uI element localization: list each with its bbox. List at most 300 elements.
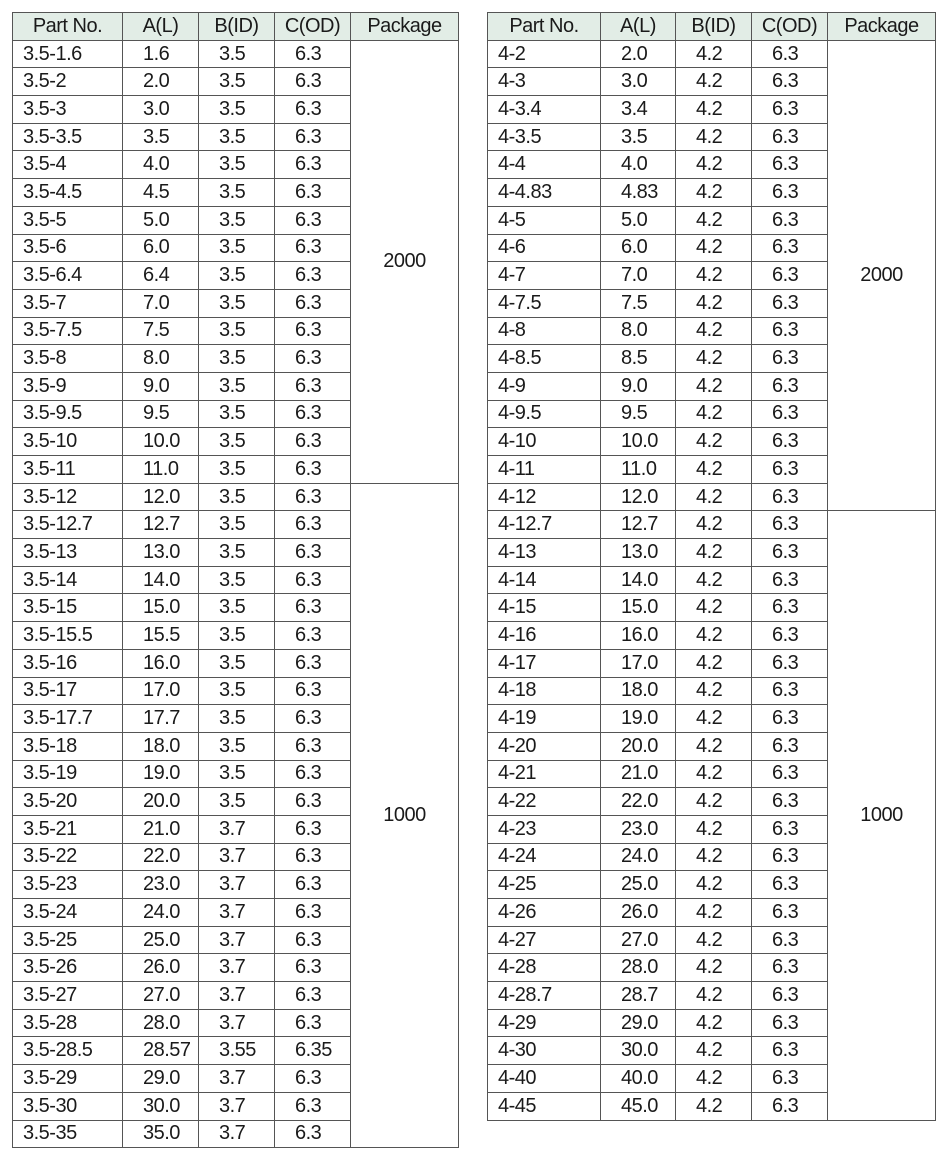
inner-diameter-cell: 4.2 [676, 566, 752, 594]
length-cell: 27.0 [123, 982, 199, 1010]
inner-diameter-cell: 4.2 [676, 843, 752, 871]
part-number-cell: 4-17 [488, 649, 601, 677]
length-cell: 26.0 [601, 899, 676, 927]
part-number-cell: 3.5-14 [13, 566, 123, 594]
inner-diameter-cell: 3.5 [199, 96, 275, 124]
inner-diameter-cell: 4.2 [676, 123, 752, 151]
outer-diameter-cell: 6.3 [752, 871, 828, 899]
inner-diameter-cell: 3.55 [199, 1037, 275, 1065]
header-outer-diameter: C(OD) [752, 13, 828, 41]
outer-diameter-cell: 6.3 [752, 677, 828, 705]
part-number-cell: 3.5-21 [13, 815, 123, 843]
inner-diameter-cell: 3.5 [199, 123, 275, 151]
part-number-cell: 3.5-13 [13, 539, 123, 567]
header-part-no: Part No. [13, 13, 123, 41]
inner-diameter-cell: 4.2 [676, 1037, 752, 1065]
outer-diameter-cell: 6.3 [275, 622, 351, 650]
outer-diameter-cell: 6.3 [752, 622, 828, 650]
inner-diameter-cell: 3.5 [199, 539, 275, 567]
part-number-cell: 4-7 [488, 262, 601, 290]
length-cell: 22.0 [601, 788, 676, 816]
outer-diameter-cell: 6.3 [752, 1065, 828, 1093]
inner-diameter-cell: 4.2 [676, 1065, 752, 1093]
inner-diameter-cell: 4.2 [676, 345, 752, 373]
package-quantity-cell: 1000 [351, 483, 459, 1148]
inner-diameter-cell: 3.5 [199, 317, 275, 345]
length-cell: 7.5 [123, 317, 199, 345]
outer-diameter-cell: 6.3 [752, 400, 828, 428]
part-number-cell: 3.5-4 [13, 151, 123, 179]
length-cell: 3.0 [123, 96, 199, 124]
outer-diameter-cell: 6.3 [752, 151, 828, 179]
length-cell: 28.57 [123, 1037, 199, 1065]
length-cell: 21.0 [601, 760, 676, 788]
inner-diameter-cell: 4.2 [676, 151, 752, 179]
outer-diameter-cell: 6.3 [752, 899, 828, 927]
length-cell: 3.5 [601, 123, 676, 151]
length-cell: 40.0 [601, 1065, 676, 1093]
outer-diameter-cell: 6.3 [752, 179, 828, 207]
inner-diameter-cell: 4.2 [676, 317, 752, 345]
part-number-cell: 4-9.5 [488, 400, 601, 428]
inner-diameter-cell: 4.2 [676, 539, 752, 567]
outer-diameter-cell: 6.3 [752, 428, 828, 456]
part-number-cell: 4-11 [488, 456, 601, 484]
inner-diameter-cell: 4.2 [676, 899, 752, 927]
inner-diameter-cell: 4.2 [676, 511, 752, 539]
package-quantity-cell: 2000 [351, 40, 459, 483]
part-number-cell: 3.5-6.4 [13, 262, 123, 290]
inner-diameter-cell: 3.7 [199, 843, 275, 871]
part-number-cell: 4-3.4 [488, 96, 601, 124]
length-cell: 15.0 [601, 594, 676, 622]
outer-diameter-cell: 6.3 [752, 954, 828, 982]
length-cell: 17.0 [601, 649, 676, 677]
length-cell: 9.0 [123, 372, 199, 400]
part-number-cell: 4-19 [488, 705, 601, 733]
right-table-body [488, 40, 936, 1120]
part-number-cell: 3.5-7.5 [13, 317, 123, 345]
inner-diameter-cell: 3.5 [199, 206, 275, 234]
length-cell: 3.5 [123, 123, 199, 151]
part-number-cell: 3.5-23 [13, 871, 123, 899]
length-cell: 45.0 [601, 1092, 676, 1120]
inner-diameter-cell: 4.2 [676, 954, 752, 982]
length-cell: 7.5 [601, 289, 676, 317]
inner-diameter-cell: 3.5 [199, 649, 275, 677]
outer-diameter-cell: 6.3 [752, 705, 828, 733]
length-cell: 6.4 [123, 262, 199, 290]
part-number-cell: 3.5-17.7 [13, 705, 123, 733]
length-cell: 15.5 [123, 622, 199, 650]
length-cell: 28.0 [123, 1009, 199, 1037]
length-cell: 20.0 [123, 788, 199, 816]
outer-diameter-cell: 6.3 [752, 539, 828, 567]
part-number-cell: 3.5-10 [13, 428, 123, 456]
part-number-cell: 3.5-27 [13, 982, 123, 1010]
outer-diameter-cell: 6.3 [275, 677, 351, 705]
outer-diameter-cell: 6.3 [275, 289, 351, 317]
part-number-cell: 3.5-25 [13, 926, 123, 954]
length-cell: 28.7 [601, 982, 676, 1010]
inner-diameter-cell: 3.7 [199, 982, 275, 1010]
inner-diameter-cell: 3.5 [199, 511, 275, 539]
inner-diameter-cell: 3.5 [199, 428, 275, 456]
inner-diameter-cell: 3.7 [199, 1009, 275, 1037]
part-number-cell: 4-6 [488, 234, 601, 262]
length-cell: 10.0 [601, 428, 676, 456]
part-number-cell: 3.5-6 [13, 234, 123, 262]
part-number-cell: 4-13 [488, 539, 601, 567]
part-number-cell: 3.5-28 [13, 1009, 123, 1037]
outer-diameter-cell: 6.3 [752, 206, 828, 234]
length-cell: 9.5 [123, 400, 199, 428]
part-number-cell: 4-16 [488, 622, 601, 650]
outer-diameter-cell: 6.3 [275, 262, 351, 290]
length-cell: 7.0 [601, 262, 676, 290]
outer-diameter-cell: 6.3 [275, 760, 351, 788]
length-cell: 35.0 [123, 1120, 199, 1148]
inner-diameter-cell: 4.2 [676, 234, 752, 262]
part-number-cell: 4-5 [488, 206, 601, 234]
length-cell: 25.0 [601, 871, 676, 899]
outer-diameter-cell: 6.3 [752, 594, 828, 622]
part-number-cell: 4-40 [488, 1065, 601, 1093]
inner-diameter-cell: 3.5 [199, 289, 275, 317]
table-row [488, 511, 936, 539]
part-number-cell: 3.5-15 [13, 594, 123, 622]
length-cell: 6.0 [601, 234, 676, 262]
outer-diameter-cell: 6.3 [275, 1009, 351, 1037]
part-number-cell: 4-27 [488, 926, 601, 954]
outer-diameter-cell: 6.3 [275, 732, 351, 760]
length-cell: 24.0 [601, 843, 676, 871]
outer-diameter-cell: 6.3 [275, 179, 351, 207]
part-number-cell: 3.5-3.5 [13, 123, 123, 151]
length-cell: 12.0 [123, 483, 199, 511]
length-cell: 8.0 [123, 345, 199, 373]
part-number-cell: 3.5-7 [13, 289, 123, 317]
left-header-row [13, 13, 459, 41]
part-number-cell: 3.5-26 [13, 954, 123, 982]
length-cell: 22.0 [123, 843, 199, 871]
length-cell: 2.0 [601, 40, 676, 68]
part-number-cell: 3.5-22 [13, 843, 123, 871]
outer-diameter-cell: 6.3 [275, 511, 351, 539]
part-number-cell: 4-12 [488, 483, 601, 511]
outer-diameter-cell: 6.3 [275, 151, 351, 179]
inner-diameter-cell: 3.7 [199, 871, 275, 899]
outer-diameter-cell: 6.3 [752, 289, 828, 317]
inner-diameter-cell: 4.2 [676, 760, 752, 788]
length-cell: 12.7 [123, 511, 199, 539]
length-cell: 30.0 [601, 1037, 676, 1065]
part-number-cell: 4-4 [488, 151, 601, 179]
length-cell: 4.0 [123, 151, 199, 179]
header-length: A(L) [123, 13, 199, 41]
inner-diameter-cell: 4.2 [676, 732, 752, 760]
part-number-cell: 4-18 [488, 677, 601, 705]
part-number-cell: 3.5-8 [13, 345, 123, 373]
outer-diameter-cell: 6.3 [275, 954, 351, 982]
part-number-cell: 3.5-19 [13, 760, 123, 788]
part-number-cell: 4-29 [488, 1009, 601, 1037]
header-part-no: Part No. [488, 13, 601, 41]
outer-diameter-cell: 6.3 [752, 815, 828, 843]
inner-diameter-cell: 3.5 [199, 732, 275, 760]
length-cell: 29.0 [601, 1009, 676, 1037]
part-number-cell: 4-45 [488, 1092, 601, 1120]
length-cell: 4.0 [601, 151, 676, 179]
part-number-cell: 4-28 [488, 954, 601, 982]
length-cell: 2.0 [123, 68, 199, 96]
length-cell: 20.0 [601, 732, 676, 760]
outer-diameter-cell: 6.3 [752, 372, 828, 400]
inner-diameter-cell: 3.5 [199, 345, 275, 373]
inner-diameter-cell: 4.2 [676, 622, 752, 650]
outer-diameter-cell: 6.3 [275, 788, 351, 816]
inner-diameter-cell: 4.2 [676, 926, 752, 954]
length-cell: 19.0 [601, 705, 676, 733]
inner-diameter-cell: 4.2 [676, 372, 752, 400]
outer-diameter-cell: 6.3 [752, 234, 828, 262]
outer-diameter-cell: 6.3 [275, 982, 351, 1010]
inner-diameter-cell: 4.2 [676, 483, 752, 511]
inner-diameter-cell: 3.7 [199, 1120, 275, 1148]
outer-diameter-cell: 6.3 [752, 649, 828, 677]
part-number-cell: 3.5-4.5 [13, 179, 123, 207]
inner-diameter-cell: 4.2 [676, 788, 752, 816]
length-cell: 28.0 [601, 954, 676, 982]
outer-diameter-cell: 6.3 [275, 96, 351, 124]
length-cell: 4.5 [123, 179, 199, 207]
part-number-cell: 4-7.5 [488, 289, 601, 317]
part-number-cell: 3.5-35 [13, 1120, 123, 1148]
outer-diameter-cell: 6.3 [275, 1120, 351, 1148]
outer-diameter-cell: 6.3 [752, 843, 828, 871]
table-row [488, 40, 936, 68]
part-number-cell: 3.5-20 [13, 788, 123, 816]
length-cell: 8.0 [601, 317, 676, 345]
part-number-cell: 4-20 [488, 732, 601, 760]
inner-diameter-cell: 4.2 [676, 179, 752, 207]
length-cell: 3.0 [601, 68, 676, 96]
left-spec-table [12, 12, 459, 1148]
outer-diameter-cell: 6.3 [275, 899, 351, 927]
length-cell: 17.0 [123, 677, 199, 705]
outer-diameter-cell: 6.3 [275, 594, 351, 622]
length-cell: 8.5 [601, 345, 676, 373]
part-number-cell: 4-15 [488, 594, 601, 622]
inner-diameter-cell: 4.2 [676, 677, 752, 705]
outer-diameter-cell: 6.3 [752, 40, 828, 68]
inner-diameter-cell: 3.5 [199, 262, 275, 290]
length-cell: 17.7 [123, 705, 199, 733]
inner-diameter-cell: 4.2 [676, 982, 752, 1010]
outer-diameter-cell: 6.3 [275, 705, 351, 733]
outer-diameter-cell: 6.3 [275, 400, 351, 428]
part-number-cell: 3.5-1.6 [13, 40, 123, 68]
inner-diameter-cell: 4.2 [676, 289, 752, 317]
header-length: A(L) [601, 13, 676, 41]
outer-diameter-cell: 6.3 [752, 96, 828, 124]
inner-diameter-cell: 4.2 [676, 705, 752, 733]
inner-diameter-cell: 4.2 [676, 40, 752, 68]
length-cell: 18.0 [601, 677, 676, 705]
inner-diameter-cell: 3.7 [199, 1065, 275, 1093]
part-number-cell: 4-9 [488, 372, 601, 400]
left-table-body [13, 40, 459, 1148]
part-number-cell: 3.5-5 [13, 206, 123, 234]
length-cell: 12.0 [601, 483, 676, 511]
inner-diameter-cell: 3.5 [199, 372, 275, 400]
inner-diameter-cell: 4.2 [676, 262, 752, 290]
outer-diameter-cell: 6.3 [752, 1092, 828, 1120]
part-number-cell: 3.5-29 [13, 1065, 123, 1093]
part-number-cell: 4-21 [488, 760, 601, 788]
part-number-cell: 3.5-12.7 [13, 511, 123, 539]
outer-diameter-cell: 6.3 [275, 815, 351, 843]
inner-diameter-cell: 3.5 [199, 483, 275, 511]
outer-diameter-cell: 6.3 [752, 317, 828, 345]
length-cell: 11.0 [601, 456, 676, 484]
length-cell: 15.0 [123, 594, 199, 622]
inner-diameter-cell: 4.2 [676, 96, 752, 124]
length-cell: 13.0 [601, 539, 676, 567]
length-cell: 3.4 [601, 96, 676, 124]
length-cell: 4.83 [601, 179, 676, 207]
inner-diameter-cell: 3.5 [199, 400, 275, 428]
inner-diameter-cell: 3.5 [199, 234, 275, 262]
outer-diameter-cell: 6.3 [752, 456, 828, 484]
length-cell: 21.0 [123, 815, 199, 843]
outer-diameter-cell: 6.3 [275, 649, 351, 677]
length-cell: 14.0 [123, 566, 199, 594]
outer-diameter-cell: 6.3 [752, 345, 828, 373]
inner-diameter-cell: 4.2 [676, 871, 752, 899]
outer-diameter-cell: 6.3 [752, 68, 828, 96]
inner-diameter-cell: 3.7 [199, 1092, 275, 1120]
part-number-cell: 3.5-15.5 [13, 622, 123, 650]
length-cell: 11.0 [123, 456, 199, 484]
inner-diameter-cell: 4.2 [676, 1092, 752, 1120]
length-cell: 9.5 [601, 400, 676, 428]
part-number-cell: 3.5-12 [13, 483, 123, 511]
part-number-cell: 3.5-3 [13, 96, 123, 124]
inner-diameter-cell: 3.5 [199, 40, 275, 68]
length-cell: 19.0 [123, 760, 199, 788]
length-cell: 24.0 [123, 899, 199, 927]
length-cell: 16.0 [601, 622, 676, 650]
length-cell: 29.0 [123, 1065, 199, 1093]
inner-diameter-cell: 3.5 [199, 456, 275, 484]
length-cell: 6.0 [123, 234, 199, 262]
outer-diameter-cell: 6.3 [275, 456, 351, 484]
inner-diameter-cell: 3.5 [199, 566, 275, 594]
outer-diameter-cell: 6.3 [275, 123, 351, 151]
outer-diameter-cell: 6.3 [275, 483, 351, 511]
inner-diameter-cell: 3.7 [199, 954, 275, 982]
inner-diameter-cell: 3.7 [199, 899, 275, 927]
table-row [13, 483, 459, 511]
outer-diameter-cell: 6.3 [752, 511, 828, 539]
length-cell: 26.0 [123, 954, 199, 982]
part-number-cell: 4-4.83 [488, 179, 601, 207]
inner-diameter-cell: 4.2 [676, 1009, 752, 1037]
part-number-cell: 4-10 [488, 428, 601, 456]
part-number-cell: 3.5-28.5 [13, 1037, 123, 1065]
outer-diameter-cell: 6.3 [752, 732, 828, 760]
inner-diameter-cell: 3.5 [199, 594, 275, 622]
right-spec-table [487, 12, 936, 1121]
part-number-cell: 4-8.5 [488, 345, 601, 373]
table-row [13, 40, 459, 68]
outer-diameter-cell: 6.3 [275, 68, 351, 96]
inner-diameter-cell: 3.5 [199, 179, 275, 207]
outer-diameter-cell: 6.3 [752, 1009, 828, 1037]
part-number-cell: 3.5-30 [13, 1092, 123, 1120]
inner-diameter-cell: 4.2 [676, 456, 752, 484]
part-number-cell: 4-23 [488, 815, 601, 843]
outer-diameter-cell: 6.3 [275, 843, 351, 871]
outer-diameter-cell: 6.3 [275, 345, 351, 373]
length-cell: 9.0 [601, 372, 676, 400]
header-inner-diameter: B(ID) [676, 13, 752, 41]
length-cell: 5.0 [123, 206, 199, 234]
outer-diameter-cell: 6.3 [275, 871, 351, 899]
outer-diameter-cell: 6.3 [275, 926, 351, 954]
header-inner-diameter: B(ID) [199, 13, 275, 41]
inner-diameter-cell: 3.5 [199, 705, 275, 733]
part-number-cell: 3.5-17 [13, 677, 123, 705]
length-cell: 14.0 [601, 566, 676, 594]
inner-diameter-cell: 3.5 [199, 68, 275, 96]
inner-diameter-cell: 4.2 [676, 649, 752, 677]
length-cell: 16.0 [123, 649, 199, 677]
outer-diameter-cell: 6.3 [752, 788, 828, 816]
part-number-cell: 4-3.5 [488, 123, 601, 151]
part-number-cell: 3.5-24 [13, 899, 123, 927]
part-number-cell: 4-2 [488, 40, 601, 68]
outer-diameter-cell: 6.3 [275, 40, 351, 68]
length-cell: 18.0 [123, 732, 199, 760]
part-number-cell: 3.5-9.5 [13, 400, 123, 428]
outer-diameter-cell: 6.3 [275, 1065, 351, 1093]
part-number-cell: 4-24 [488, 843, 601, 871]
header-package: Package [351, 13, 459, 41]
part-number-cell: 3.5-11 [13, 456, 123, 484]
length-cell: 1.6 [123, 40, 199, 68]
part-number-cell: 4-22 [488, 788, 601, 816]
outer-diameter-cell: 6.3 [275, 428, 351, 456]
inner-diameter-cell: 3.5 [199, 622, 275, 650]
inner-diameter-cell: 4.2 [676, 68, 752, 96]
inner-diameter-cell: 3.5 [199, 760, 275, 788]
header-package: Package [828, 13, 936, 41]
part-number-cell: 3.5-18 [13, 732, 123, 760]
length-cell: 7.0 [123, 289, 199, 317]
outer-diameter-cell: 6.35 [275, 1037, 351, 1065]
length-cell: 23.0 [123, 871, 199, 899]
package-quantity-cell: 2000 [828, 40, 936, 511]
right-header-row [488, 13, 936, 41]
length-cell: 12.7 [601, 511, 676, 539]
inner-diameter-cell: 4.2 [676, 428, 752, 456]
inner-diameter-cell: 3.7 [199, 815, 275, 843]
outer-diameter-cell: 6.3 [752, 760, 828, 788]
part-number-cell: 4-26 [488, 899, 601, 927]
header-outer-diameter: C(OD) [275, 13, 351, 41]
